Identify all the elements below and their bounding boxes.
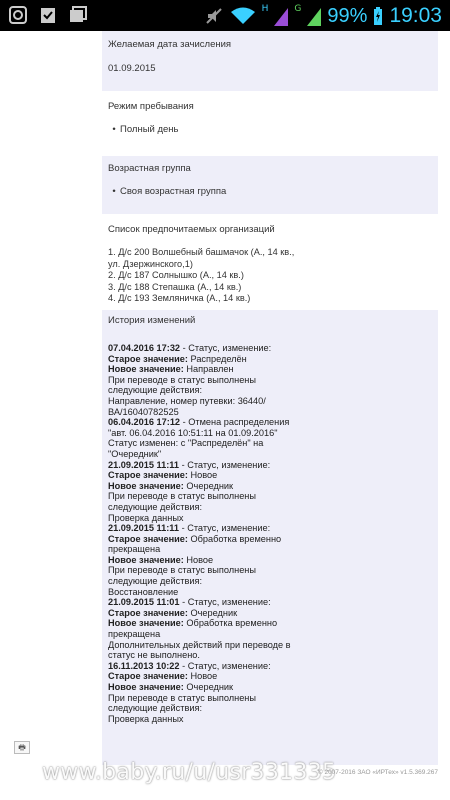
network-type-g: G [294,4,302,14]
list-item: 3. Д/с 188 Степашка (А., 14 кв.) [108,281,242,292]
history-entry [108,597,430,661]
watermark-text: www.baby.ru/u/usr331335 [42,760,337,785]
new-value: Очередник [183,682,234,692]
new-value: Обработка временно прекращена [108,618,278,640]
stay-mode-value: • Полный день [108,124,179,135]
old-value: Очередник [187,607,238,618]
history-action: - Статус, изменение: [179,459,271,470]
new-value: Направлен [183,364,234,375]
age-group-label: Возрастная группа [108,163,191,174]
enrollment-date-section [102,31,438,91]
preferred-organizations-list [108,247,428,305]
battery-percent: 99% [327,4,368,27]
new-value: Новое [183,554,214,565]
list-item: 4. Д/с 193 Земляничка (А., 14 кв.) [108,293,251,303]
old-value-label: Старое значение: [108,353,188,364]
history-entry [108,343,430,417]
copyright: © 2007-2016 ЗАО «ИРТех» v1.5.369.267 [317,769,438,776]
baby-logo-icon [10,763,36,783]
history-extra: Дополнительных действий при переводе в статус не выполнено. [108,639,291,661]
history-label: История изменений [108,315,196,326]
history-action: - Статус, изменение: [179,597,271,608]
photos-icon [68,5,88,25]
watermark [10,760,336,785]
clipboard-check-icon [38,5,58,25]
enrollment-date-label: Желаемая дата зачисления [108,39,232,50]
list-item: 2. Д/с 187 Солнышко (А., 14 кв.) [108,270,244,280]
old-value: Новое [187,470,218,481]
history-extra: При переводе в статус выполнены следующие действия: Проверка данных [108,692,256,724]
history-entry [108,460,430,524]
history-extra: При переводе в статус выполнены следующие действия: Проверка данных [108,491,256,523]
history-date: 16.11.2013 10:22 [108,660,180,671]
history-date: 07.04.2016 17:32 [108,343,181,353]
new-value-label: Новое значение: [108,554,184,565]
old-value-label: Старое значение: [108,671,188,682]
signal-icon-2 [307,6,321,26]
new-value: Очередник [183,480,234,491]
history-action: - Статус, изменение: [179,660,271,671]
printer-icon[interactable]: 🖶 [14,741,30,754]
history-entry [108,417,430,459]
network-type-h: H [261,4,269,14]
new-value-label: Новое значение: [108,480,184,491]
signal-icon [274,6,288,26]
new-value-label: Новое значение: [108,682,184,692]
instagram-icon [8,5,28,25]
age-group-value: • Своя возрастная группа [108,186,226,197]
battery-charging-icon [373,6,383,26]
history-entry [108,523,430,597]
list-item: 1. Д/с 200 Волшебный башмачок (А., 14 кв., ул. Дзержинского,1) [108,247,295,269]
history-date: 21.09.2015 11:11 [108,523,180,534]
history-section [102,310,438,765]
stay-mode-section [102,91,438,156]
application-details [0,31,450,800]
old-value-label: Старое значение: [108,533,188,544]
status-bar [0,0,450,31]
history-extra: При переводе в статус выполнены следующие действия: Направление, номер путевки: 36440/ ВА/16040782525 [108,374,266,417]
old-value: Распределён [187,353,247,364]
history-list [108,343,430,724]
preferred-organizations-label: Список предпочитаемых организаций [108,224,275,235]
mute-icon [204,6,224,26]
clock: 19:03 [389,4,442,27]
history-date: 21.09.2015 11:01 [108,597,180,608]
old-value-label: Старое значение: [108,607,188,618]
history-date: 06.04.2016 17:12 [108,417,181,428]
preferred-organizations-section [102,214,438,310]
history-action: - Статус, изменение: [180,343,272,353]
wifi-icon [230,6,256,26]
new-value-label: Новое значение: [108,364,184,375]
new-value-label: Новое значение: [108,618,184,629]
history-action: - Отмена распределения "авт. 06.04.2016 10:51:11 на 01.09.2016" Статус изменен: с "Распределён" на "Очередник" [108,417,290,459]
old-value-label: Старое значение: [108,470,188,481]
stay-mode-label: Режим пребывания [108,101,194,112]
age-group-section [102,156,438,214]
history-action: - Статус, изменение: [179,523,271,534]
old-value: Обработка временно прекращена [108,533,282,555]
history-extra: При переводе в статус выполнены следующие действия: Восстановление [108,565,256,597]
old-value: Новое [187,671,218,682]
history-date: 21.09.2015 11:11 [108,459,180,470]
enrollment-date-value: 01.09.2015 [108,63,156,74]
history-entry [108,661,430,725]
